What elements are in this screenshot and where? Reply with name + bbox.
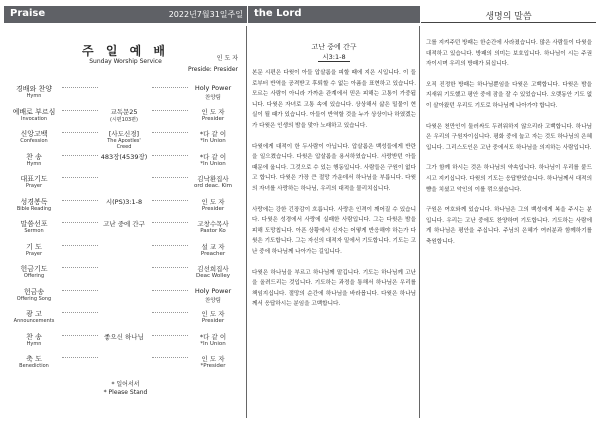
order-item-name-en: Offering — [23, 273, 45, 279]
worship-title: 주 일 예 배 — [82, 44, 169, 58]
order-item-leader: Holy Power — [194, 286, 232, 295]
order-item-name-en: Hymn — [26, 160, 42, 167]
order-item-name-en: Invocation — [20, 115, 48, 122]
stand-note — [4, 381, 247, 397]
worship-order-row — [10, 107, 238, 129]
sermon-paragraph: 다윗에게 대적이 한 두사람이 아닙니다. 압살롬은 백성들에게 반란을 일으켰습니다. 다윗은 압살롬을 용서하였습니다. 사랑받던 아들 때문에 웁니다. 그것으로 수 있는 행동입니다. 사람들은 구원이 없다고 합니다. 다윗은 가장 큰 절망 가운데서 하나님을 부릅니다. 다윗의 자녀를 사랑하는 하나님, 우리의 대적을 물리치십니다. — [252, 143, 416, 192]
sermon-title: 고난 중에 간구 — [311, 43, 357, 51]
order-item-leader-en: *In Union — [200, 138, 226, 144]
order-item-name: 헌금기도 — [20, 265, 48, 273]
dotted-leader-line — [152, 267, 188, 268]
praise-title: Praise — [10, 8, 46, 19]
order-item-leader-en: Presider — [201, 318, 225, 324]
worship-order-row — [10, 129, 238, 151]
order-item-detail-sub: (시편103편) — [110, 116, 138, 123]
dotted-leader-line — [62, 132, 98, 133]
order-item-detail: [사도신경] — [108, 130, 140, 138]
order-item-leader-en: *In Union — [200, 160, 226, 167]
order-item-name-en: Prayer — [25, 250, 43, 257]
order-item-leader: 인 도 자 — [201, 310, 225, 318]
order-item-name-en: Hymn — [26, 340, 42, 347]
worship-order-row — [10, 197, 238, 219]
order-item-leader-en: *Presider — [200, 363, 226, 369]
call-to-worship-leader-en: Preside: Presider — [187, 66, 238, 73]
order-item-name-en: Offering Song — [16, 295, 52, 302]
dotted-leader-line — [62, 155, 98, 156]
order-item-leader-en: Presider — [201, 115, 225, 122]
sermon-paragraph: 그를 지켜주던 방패는 한순간에 사라졌습니다. 많은 사람들이 다윗을 대적하고 있습니다. 방패의 의미는 보호입니다. 하나님이 시는 주권자이시며 우리의 방패가 되십니다. — [426, 40, 592, 68]
bulletin-date: 2022년7월31일주일 — [168, 10, 243, 19]
worship-order-row — [10, 242, 238, 264]
sermon-reference-text: 시3:1-8 — [318, 53, 349, 62]
worship-order-row — [10, 84, 238, 106]
order-item-leader: 설 교 자 — [201, 242, 225, 251]
order-item-leader-en: Preacher — [200, 250, 226, 257]
worship-order-row — [10, 287, 238, 309]
sermon-continued-panel — [421, 26, 596, 418]
worship-order-row — [10, 174, 238, 196]
worship-order-row — [10, 152, 238, 174]
dotted-leader-line — [152, 155, 188, 156]
dotted-leader-line — [62, 290, 98, 291]
lord-title: the Lord — [254, 8, 302, 19]
sermon-paragraph: 그가 함께 하시는 것은 하나님의 약속입니다. 하나님이 우리를 붙드시고 지키십니다. 다윗의 기도는 응답받았습니다. 하나님께서 대적의 뺨을 치셨고 악인의 이를 꺾으셨습니다. — [426, 165, 592, 193]
worship-subtitle: Sunday Worship Service — [89, 58, 162, 65]
order-item-leader-en: Deac Wolley — [196, 273, 230, 279]
worship-order-row — [10, 219, 238, 241]
order-item-name-en: Prayer — [25, 183, 43, 189]
order-item-name: 경배와 찬양 — [15, 85, 53, 93]
dotted-leader-line — [152, 132, 188, 133]
order-item-leader-en: Presider — [201, 205, 225, 212]
sermon-panel — [248, 26, 420, 418]
dotted-leader-line — [152, 177, 188, 178]
word-of-life-title: 생명의 말씀 — [485, 12, 532, 22]
dotted-leader-line — [152, 200, 188, 201]
dotted-leader-line — [62, 110, 98, 111]
order-item-name: 예배로 부르심 — [12, 107, 56, 116]
word-of-life-header — [421, 6, 596, 23]
dotted-leader-line — [62, 267, 98, 268]
worship-order-row — [10, 332, 238, 354]
dotted-leader-line — [152, 222, 188, 223]
order-item-leader: 고창수목사 — [197, 220, 229, 228]
order-item-name-en: Sermon — [24, 228, 44, 234]
order-item-leader: *다 같 이 — [199, 332, 227, 341]
order-item-name-en: Benediction — [19, 363, 49, 369]
order-item-leader: *다 같 이 — [199, 130, 227, 138]
dotted-leader-line — [152, 290, 188, 291]
order-item-detail: 483장(4539장) — [100, 152, 148, 161]
order-item-name: 찬 송 — [26, 332, 42, 341]
order-item-name-en: Bible Reading — [16, 205, 52, 212]
order-item-detail-sub: The Apostles' Creed — [107, 138, 141, 150]
order-item-leader: 인 도 자 — [201, 355, 225, 363]
dotted-leader-line — [62, 312, 98, 313]
order-item-leader-en: 찬양팀 — [205, 95, 221, 101]
order-item-name: 찬 송 — [26, 152, 42, 161]
order-item-name-en: Confession — [20, 138, 48, 144]
order-item-name-en: Hymn — [26, 93, 42, 99]
order-item-leader: Holy Power — [194, 84, 232, 92]
order-item-leader-en: 찬양팀 — [205, 297, 221, 304]
sermon-paragraph: 다윗은 하나님을 부르고 하나님께 맡깁니다. 기도는 하나님께 고난을 올려드리는 것입니다. 기도하는 과정을 통해서 하나님은 우리를 책임지십니다. 절망의 순간에 하나님을 바라봅니다. 다윗은 하나님께서 응답하시는 분임을 고백합니다. — [252, 269, 416, 308]
order-item-name: 신앙고백 — [20, 130, 48, 138]
sermon-paragraph: 사랑에는 강한 긴장감이 흐릅니다. 사랑은 인격이 깨어질 수 있습니다. 다윗은 성경에서 사랑에 실패한 사람입니다. 그는 다윗은 밤을 피해 도망칩니다. 아픈 상황에서 신자는 어떻게 반응해야 하는가 다윗은 기도합니다. 그는 자신의 대적자 밑에서 기도합니다. 기도는 고난 중에 하나님께 나아가는 길입니다. — [252, 206, 416, 255]
dotted-leader-line — [62, 200, 98, 201]
dotted-leader-line — [62, 87, 98, 88]
sermon-paragraph: 다윗은 천만인이 둘러싸도 두려워하지 않으리라 고백합니다. 하나님은 우리의 구원자이십니다. 평화 중에 눕고 자는 것도 하나님의 은혜입니다. 그리스도인은 고난 중에서도 하나님을 의지하는 사람입니다. — [426, 123, 592, 151]
order-item-name: 광 고 — [26, 310, 42, 318]
stand-note-en: * Please Stand — [103, 389, 148, 396]
order-item-leader: 인 도 자 — [201, 107, 225, 116]
worship-order-panel — [4, 26, 247, 418]
order-item-detail: 좋으신 하나님 — [104, 332, 144, 341]
order-item-leader-en: *In Union — [200, 340, 226, 347]
order-item-name-en: Announcements — [13, 318, 55, 324]
order-item-leader: *다 같 이 — [199, 152, 227, 161]
lord-header — [248, 6, 420, 23]
order-item-detail: 교독문25 — [110, 107, 138, 116]
order-item-detail: 시(PS)3:1-8 — [105, 197, 143, 206]
dotted-leader-line — [152, 335, 188, 336]
dotted-leader-line — [62, 245, 98, 246]
order-item-name: 말씀선포 — [20, 220, 48, 228]
worship-order-row — [10, 264, 238, 286]
sermon-paragraph: 오직 진정한 방패는 하나님뿐임을 다윗은 고백합니다. 다윗은 밤을 지새워 기도했고 평안 중에 잠을 잘 수 있었습니다. 오랫동안 기도 없이 살아왔던 우리도 기도로 하나님께 나아가야 합니다. — [426, 81, 592, 109]
worship-order-row — [10, 309, 238, 331]
order-item-name: 축 도 — [26, 355, 42, 363]
sermon-body — [252, 68, 416, 320]
order-item-name: 대표기도 — [20, 175, 48, 183]
call-to-worship-leader: 인 도 자 — [216, 55, 238, 62]
order-item-detail: 고난 중에 간구 — [103, 220, 145, 228]
dotted-leader-line — [152, 245, 188, 246]
order-item-leader: 김선희집사 — [197, 265, 229, 273]
sermon-paragraph: 구원은 여호와께 있습니다. 하나님은 그의 백성에게 복을 주시는 분입니다. 우리는 고난 중에도 찬양하며 기도합니다. 기도하는 사람에게 하나님은 평안을 주십니다. 주님의 은혜가 여러분과 함께하기를 축원합니다. — [426, 207, 592, 245]
sermon-paragraph: 본문 시편은 다윗이 아들 압살롬을 피할 때에 지은 시입니다. 이 들로부터 반역을 공격받고 후퇴할 수 없는 아픔을 표현하고 있습니다. 모르는 사람이 아니라 가까운 관계에서 믿은 피해는 고통이 가중됩니다. 다윗은 자녀로 고통 속에 있습니다. 상상해서 삶은 밀물이 현실이 될 때가 있습니다. 아들이 반역할 것을 누가 상상이나 하였겠는가 다윗은 인생의 밤을 맞아 노래하고 있습니다. — [252, 70, 416, 129]
dotted-leader-line — [62, 177, 98, 178]
sermon-continued-body — [426, 38, 592, 258]
worship-order-row — [10, 354, 238, 376]
praise-header — [4, 6, 247, 23]
dotted-leader-line — [62, 222, 98, 223]
dotted-leader-line — [152, 110, 188, 111]
dotted-leader-line — [152, 87, 188, 88]
dotted-leader-line — [152, 357, 188, 358]
order-item-name: 기 도 — [26, 242, 42, 251]
order-item-leader: 인 도 자 — [201, 197, 225, 206]
stand-note-kr: * 일어서서 — [111, 381, 140, 388]
order-item-name: 헌금송 — [23, 287, 45, 296]
dotted-leader-line — [62, 357, 98, 358]
dotted-leader-line — [62, 335, 98, 336]
order-item-name: 성경봉독 — [20, 197, 48, 206]
order-item-leader-en: Pastor Ko — [200, 228, 226, 234]
order-item-leader: 김낙환집사 — [197, 175, 229, 183]
sermon-reference — [248, 52, 420, 61]
dotted-leader-line — [152, 312, 188, 313]
order-item-leader-en: ord deac. Kim — [193, 183, 233, 189]
